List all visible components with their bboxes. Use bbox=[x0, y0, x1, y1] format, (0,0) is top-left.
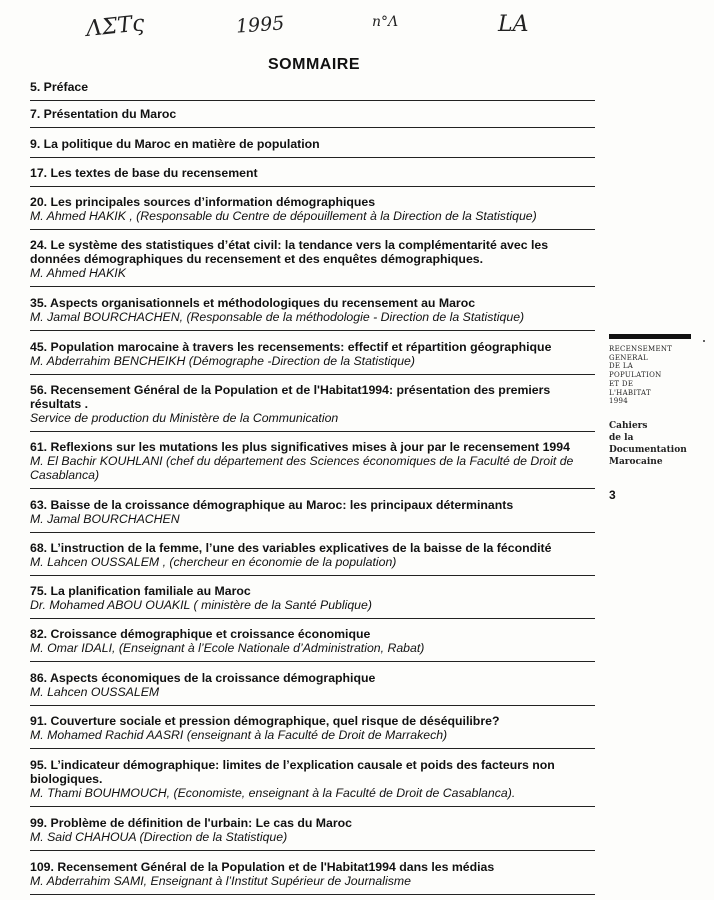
entry-title: 61. Reflexions sur les mutations les plus significatives mises à jour par le recensement 1994 bbox=[30, 440, 570, 454]
toc-entry bbox=[30, 440, 595, 489]
scan-speck bbox=[703, 340, 705, 342]
toc-entry bbox=[30, 860, 595, 895]
entry-title: 86. Aspects économiques de la croissance démographique bbox=[30, 671, 376, 685]
sidebar-title-line: DE LA bbox=[609, 362, 634, 371]
toc-entry bbox=[30, 627, 595, 662]
entry-title: 95. L’indicateur démographique: limites de l’explication causale et poids des facteurs non biologiques. bbox=[30, 758, 555, 786]
sidebar-title-line: L'HABITAT bbox=[609, 388, 651, 397]
sidebar-subtitle-line: de la bbox=[609, 432, 634, 443]
entry-title: 45. Population marocaine à travers les recensements: effectif et répartition géographique bbox=[30, 340, 552, 354]
entry-title: 5. Préface bbox=[30, 80, 89, 94]
toc-entry bbox=[30, 195, 595, 230]
entry-title: 24. Le système des statistiques d’état civil: la tendance vers la complémentarité avec les données démographiques du recensement et des enquêtes démographiques. bbox=[30, 238, 549, 266]
sidebar-title-line: ET DE bbox=[609, 379, 634, 388]
sidebar-title bbox=[609, 345, 691, 406]
entry-author: M. El Bachir KOUHLANI (chef du département des Sciences économiques de la Faculté de Droit de Casablanca) bbox=[30, 454, 574, 482]
entry-title: 91. Couverture sociale et pression démographique, quel risque de déséquilibre? bbox=[30, 714, 500, 728]
entry-author: M. Ahmed HAKIK bbox=[30, 266, 126, 280]
sidebar-title-line: GENERAL bbox=[609, 353, 649, 362]
sidebar-subtitle-line: Marocaine bbox=[609, 456, 663, 467]
entry-author: Dr. Mohamed ABOU OUAKIL ( ministère de la Santé Publique) bbox=[30, 598, 372, 612]
page-number: 3 bbox=[609, 487, 616, 502]
handwritten-note: 1995 bbox=[235, 12, 286, 38]
entry-author: M. Lahcen OUSSALEM bbox=[30, 685, 160, 699]
entry-author: M. Abderrahim BENCHEIKH (Démographe -Direction de la Statistique) bbox=[30, 354, 415, 368]
toc-entry bbox=[30, 166, 595, 187]
entry-author: M. Jamal BOURCHACHEN bbox=[30, 512, 180, 526]
sidebar-title-line: 1994 bbox=[609, 397, 629, 406]
entry-title: 99. Problème de définition de l'urbain: Le cas du Maroc bbox=[30, 816, 353, 830]
entry-author: M. Said CHAHOUA (Direction de la Statistique) bbox=[30, 830, 288, 844]
entry-title: 68. L’instruction de la femme, l’une des variables explicatives de la baisse de la fécondité bbox=[30, 541, 552, 555]
toc-entry bbox=[30, 584, 595, 619]
toc-entry bbox=[30, 383, 595, 432]
toc-entry bbox=[30, 238, 595, 287]
toc-entry bbox=[30, 80, 595, 101]
handwritten-note: LA bbox=[498, 12, 529, 37]
toc-entry bbox=[30, 714, 595, 749]
toc-entry bbox=[30, 498, 595, 533]
toc-entry bbox=[30, 340, 595, 375]
toc-entry bbox=[30, 137, 595, 158]
entry-title: 56. Recensement Général de la Population et de l'Habitat1994: présentation des premiers résultats . bbox=[30, 383, 551, 411]
sidebar-title-line: POPULATION bbox=[609, 371, 662, 380]
sidebar-rule bbox=[609, 334, 691, 339]
toc-entry bbox=[30, 816, 595, 851]
entry-author: M. Thami BOUHMOUCH, (Economiste, enseignant à la Faculté de Droit de Casablanca). bbox=[30, 786, 516, 800]
entry-title: 109. Recensement Général de la Population et de l'Habitat1994 dans les médias bbox=[30, 860, 495, 874]
entry-title: 63. Baisse de la croissance démographique au Maroc: les principaux déterminants bbox=[30, 498, 514, 512]
sidebar-title-line: RECENSEMENT bbox=[609, 345, 673, 353]
toc-entry bbox=[30, 758, 595, 807]
entry-author: M. Omar IDALI, (Enseignant à l’Ecole Nationale d’Administration, Rabat) bbox=[30, 641, 425, 655]
entry-title: 9. La politique du Maroc en matière de population bbox=[30, 137, 320, 151]
entry-title: 35. Aspects organisationnels et méthodologiques du recensement au Maroc bbox=[30, 296, 476, 310]
toc-entry bbox=[30, 671, 595, 706]
toc-entry bbox=[30, 107, 595, 128]
sidebar-subtitle bbox=[609, 420, 691, 468]
entry-author: M. Lahcen OUSSALEM , (chercheur en économie de la population) bbox=[30, 555, 397, 569]
entry-author: M. Mohamed Rachid AASRI (enseignant à la Faculté de Droit de Marrakech) bbox=[30, 728, 448, 742]
sidebar-subtitle-line: Documentation bbox=[609, 444, 687, 455]
entry-title: 75. La planification familiale au Maroc bbox=[30, 584, 251, 598]
sidebar-subtitle-line: Cahiers bbox=[609, 420, 648, 431]
entry-author: M. Jamal BOURCHACHEN, (Responsable de la méthodologie - Direction de la Statistique) bbox=[30, 310, 525, 324]
handwritten-note: n°Λ bbox=[372, 14, 399, 30]
entry-title: 7. Présentation du Maroc bbox=[30, 107, 177, 121]
entry-title: 82. Croissance démographique et croissance économique bbox=[30, 627, 371, 641]
entry-author: M. Ahmed HAKIK , (Responsable du Centre de dépouillement à la Direction de la Statistique) bbox=[30, 209, 537, 223]
toc-entry bbox=[30, 541, 595, 576]
entry-author: Service de production du Ministère de la Communication bbox=[30, 411, 339, 425]
table-of-contents bbox=[30, 80, 595, 895]
sidebar bbox=[609, 334, 691, 502]
toc-entry bbox=[30, 296, 595, 331]
page-title: SOMMAIRE bbox=[268, 56, 360, 73]
entry-author: M. Abderrahim SAMI, Enseignant à l’Institut Supérieur de Journalisme bbox=[30, 874, 411, 888]
entry-title: 17. Les textes de base du recensement bbox=[30, 166, 258, 180]
entry-title: 20. Les principales sources d’information démographiques bbox=[30, 195, 376, 209]
handwritten-note: ΛΣΤς bbox=[84, 11, 146, 42]
